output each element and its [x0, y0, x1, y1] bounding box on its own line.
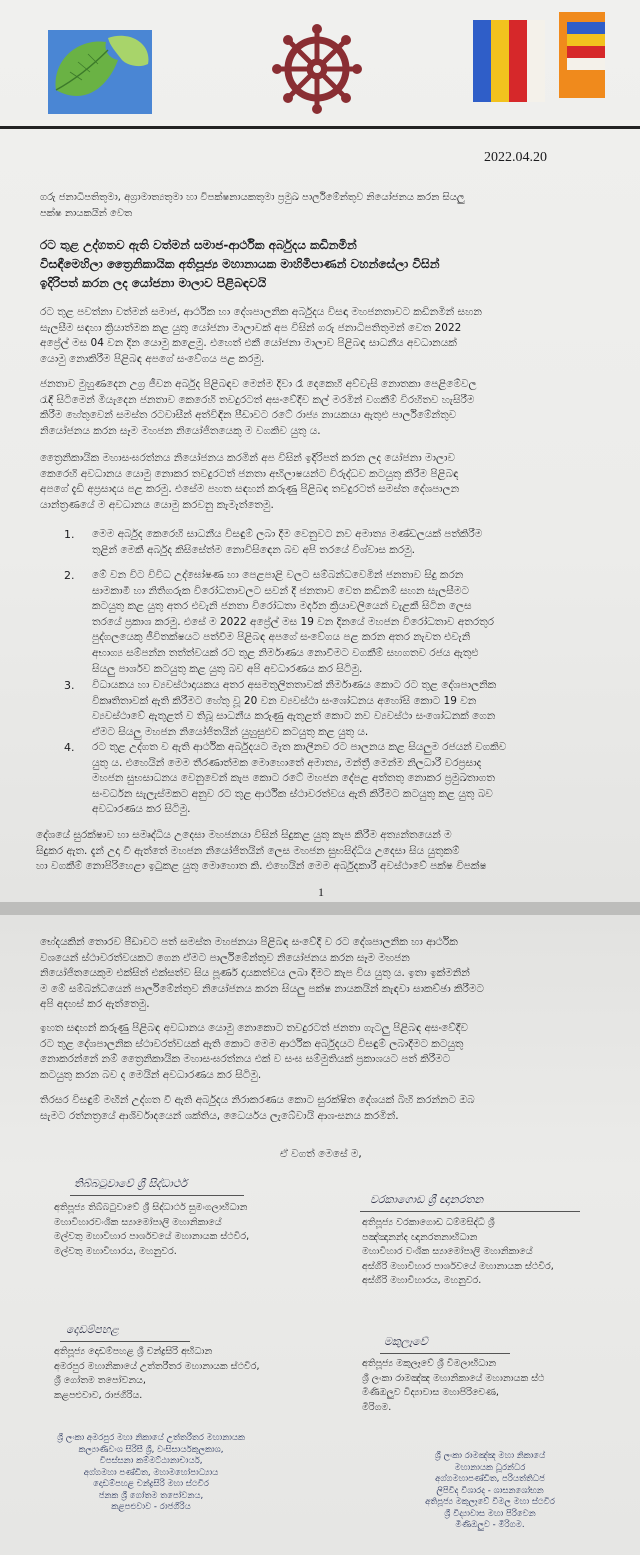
- page-number: 1: [318, 885, 324, 899]
- letterhead-rule: [0, 126, 640, 129]
- dharma-wheel-icon: [272, 24, 362, 114]
- point-number: 2.: [64, 569, 75, 582]
- addressee: ගරු ජනාධිපතිතුමා, අග්‍රාමාත්‍යතුමා හා විපක්ෂනායකතුමා ප්‍රමුඛ පාර්ලිමේන්තුව නියෝජනය කරන සියලු පක්ෂ නායකයින් වෙත: [40, 192, 465, 219]
- signature-line: [380, 1353, 510, 1354]
- point-number: 4.: [64, 741, 75, 754]
- point-text: රට තුළ උද්ගත ව ඇති ආර්ථික අර්බුදයට මැත කාලීනව රට පාලනය කළ සියලුම රජයන් වගකිව යුතු ය. එහෙයින් මෙම තීරණාත්මක මොහොතේ අමාත්‍ය, මන්ත්‍රී මෙන්ම නිලධාරී වරප්‍රසාද මහජන සුභසාධනය වෙනුවෙන් කැප කොට රටේ මහජන දේපළ අත්තතු නොකර ප්‍රමුඛතාගත සංවර්ධන සැලැස්මකට අනුව රට තුළ ආර්ථික ස්ථාවරත්වය ඇති කිරීමට කටයුතු කළ යුතු බව අවධාරණය කර සිටිමු.: [92, 741, 507, 816]
- point-text: මේ වන විට විවිධ උද්ඝෝෂණ හා පෙළපාළි වලට සම්බන්ධවෙමින් ජනතාව සිදු කරන සාමකාමී හා නිතිගරුක විරෝධතාවලට සවන් දී ජනතාව වෙත කඩිනම් සහන සැලසීමට කටයුතු කළ යුතු අතර එවැනි ජනතා විරෝධතා මර්දන ක්‍රියාවලියෙන් වැළකී සිටින ලෙස තරයේ ප්‍රකාශ කරමු. එසේ ම 2022 අප්‍රේල් මස 19 වන දිනයේ මහජන විරෝධතාව අතරතුර පුද්ගලයෙකු ජීවිතක්ෂයට පත්වීම පිළිබඳ අපගේ සංවේගය පළ කරන අතර නැවත එවැනි අභාග්‍ය සම්පන්න තත්ත්වයක් රට තුළ නිර්මාණය නොවීමට වගකීම් සහගතව රජය ඇතුළු සියලු පාර්ශව කටයුතු කළ යුතු බව අපි අවධාරණය කර සිටිමු.: [92, 569, 495, 675]
- closing-paragraph-3: තිරසර විසඳුම් මඟින් උද්ගත වී ඇති අර්බුදය නිරාකරණය කොට සුරක්ෂිත දේශයක් බිහි කරන්නට ඔබ සැමට රත්නත්‍රයේ ආශිර්වාදයෙන් ශක්තිය, ධෛර්යය ලැබේවායි ආශංසනය කරමින්.: [40, 1094, 475, 1122]
- point-text: මෙම අර්බුද කෙරෙහි සාධනීය විසඳුම් ලබා දීම වෙනුවට නව අමාත්‍ය මණ්ඩලයක් පත්කිරීම තුළින් මෙකී අර්බුද කිසිසේත්ම නොවිසිඳෙන බව අපි තරයේ විශ්වාස කරමු.: [92, 528, 483, 556]
- signatory-2: අතිපූජ්‍ය වරකාගොඩ ධම්මසිද්ධි ශ්‍රී පඤ්ඤානන්ද ඥානරතනාභිධාන මහාවිහාර වංශික ස්‍යාමෝපාලි මහානිකායේ අස්ගිරි මහාවිහාර පාර්ශවයේ මහානායක ස්ථවිර, අස්ගිරි මහාවිහාරය, මහනුවර.: [362, 1217, 554, 1286]
- signature-line: [60, 1341, 190, 1342]
- signatory-3: අතිපූජ්‍ය දොඩම්පහළ ශ්‍රී චන්ද්‍රසිරි අභිධාන අමරපුර මහානිකායේ උත්තරීතර මහානායක ස්ථවිර, ශ්‍රී ගෝතම තපෝවනය, කළපළුවාව, රාජගිරිය.: [54, 1346, 260, 1401]
- official-stamp-left: ශ්‍රී ලංකා අමරපුර මහා නිකායේ උත්තරීතර මහානායක කල්‍යාණිවංශ සිරිසී ශ්‍රී, වංසිසාර්යකුලකාශ, විපස්සනා කම්මට්ඨානාචාර්ය, අග්ගමහා පණ්ඩිත, මහාමහෝපාධ්‍යාය දොඩම්පහළ චන්ද්‍රසිරි මහා ස්ථවිර ජනක ශ්‍රී ගෝතම තපෝවනය, කළපළුවාව - රාජගිරිය: [57, 1433, 245, 1512]
- buddhist-flag-icon: [473, 12, 605, 102]
- signoff: ඒ වගත් මෙසේ ම,: [280, 1148, 362, 1160]
- point-number: 3.: [64, 679, 75, 692]
- continuation-paragraph: භේදයකින් තොරව පීඩාවට පත් සමස්ත මහජනයා පිළිබඳ සංවේදී ව රට දේශපාලනික හා ආර්ථික වශයෙන් ස්ථාවරත්වයකට ගෙන ඒමට පාර්ලිමේන්තුව නියෝජනය කරන සෑම මහජන නියෝජිතයෙකුම එක්සිත් එක්සත්ව සිය පූර්ණ දායකත්වය ලබා දීමට කැප විය යුතු ය. ඉතා ඉක්මනින් ම මේ සම්බන්ධයෙන් පාර්ලිමේන්තුව නියෝජනය කරන සියලු පක්ෂ නායකයින් කැඳවා සාකච්ඡා කිරීමට අපි අදහස් කර ඇත්තෙමු.: [40, 936, 484, 1011]
- signatory-4: අතිපූජ්‍ය මකුලෑවේ ශ්‍රී විමලාභිධාන ශ්‍රී ලංකා රාමඤ්ඤ මහානිකායේ මහානායක ස්ථ මිණිඔලුව විද්‍යාවාස මහාපිරිවෙණ, මීරිගම.: [362, 1358, 545, 1413]
- signature-handwriting: තිබ්බටුවාවේ ශ්‍රී සිද්ධාර්ථ: [74, 1177, 188, 1190]
- signature-handwriting: වරකාගොඩ ශ්‍රී ඥානරතන: [370, 1193, 484, 1206]
- signature-handwriting: මකුලෑවේ: [384, 1335, 428, 1348]
- point-number: 1.: [64, 528, 75, 541]
- intro-paragraph-1: රට තුළ පවත්නා වත්මන් සමාජ, ආර්ථික හා දේශපාලනික අර්බුදය විසඳා මහජනතාවට කඩිනමින් සහන සැලසීම සඳහා ක්‍රියාත්මක කළ යුතු යෝජනා මාලාවක් අප විසින් ගරු ජනාධිපතිතුමන් වෙත 2022 අප්‍රේල් මස 04 වන දින යොමු කළෙමු. එහෙත් එකී යෝජනා මාලාව පිළිබඳ සාධනීය අවධානයක් යොමු නොකිරීම පිළිබඳ අපගේ සංවේගය පළ කරමු.: [40, 306, 482, 365]
- official-stamp-right: ශ්‍රී ලංකා රාමඤ්ඤ මහා නිකායේ මහානායක ධූරන්ධර අග්ගමහාපණ්ඩිත, පරියත්තිධජ ලිපිවිද විශාරද - ශාසනශෝභන අතිපූජ්‍ය මකුලෑවේ විමල මහා ස්ථවිර ශ්‍රී විද්‍යාවාස මහා පිරිවෙන මිණිඔලුව - මීරිගම.: [425, 1451, 555, 1530]
- intro-paragraph-2: ජනතාව මුහුණදෙන උග්‍ර ජීවන අර්බුද පිළිබඳව මෙන්ම දිවා රෑ දෙකෙහි අව්වැසි නොතකා පෙළිමේවල රැඳී සිටිමෙන් මියැදෙන ජනතාව කෙරෙහි තවදුරටත් අසංවේදීව කල් මරමින් වගකීම් විරහිතව හැසිරීම කිරීම හේතුවෙන් සමස්ත රටවාසීන් අත්විඳින පීඩාවට රටේ රාජ්‍ය නායකයා ඇතුළු පාර්ලිමේන්තුව නියෝජනය කරන සෑම මහජන නියෝජිතයෙකු ම වගකිව යුතු ය.: [40, 378, 477, 437]
- letter-subject: රට තුළ උද්ගතව ඇති වත්මන් සමාජ-ආර්ථික අර්බුදය කඩිනමින් විසඳීමෙහිලා ත්‍රෛනිකායික අතිපූජ්‍ය මහානායක මාහිමිපාණන් වහන්සේලා විසින් ඉදිරිපත් කරන ලද යෝජනා මාලාව පිළිබඳවයි: [40, 238, 440, 290]
- closing-paragraph-2: ඉහත සඳහන් කරුණු පිළිබඳ අවධානය යොමු නොකොට තවදුරටත් ජනතා ගැටලු පිළිබඳ අසංවේදීව රට තුළ දේශපාලනික ස්ථාවරත්වයක් ඇති කොට මෙම ආර්ථික අර්බුදයට විසඳුම් ලබාදීමට කටයුතු නොකරන්නේ නම් ත්‍රෛනිකායික මහාසංඝරත්නය එක් ව සංඝ සම්මුතියක් ප්‍රකාශයට පත් කිරීමට කටයුතු කරන බව ද මෙයින් අවධාරණය කර සිටිමු.: [40, 1022, 469, 1081]
- letter-date: 2022.04.20: [484, 150, 547, 165]
- page-gap: [0, 902, 640, 915]
- closing-paragraph-1: දේශයේ සුරක්ෂාව හා සමෘද්ධිය උදෙසා මහජනයා විසින් සිදුකළ යුතු කැප කිරීම අත්‍යන්තයෙන් ම සිදුකර ඇත. දැන් උදා වී ඇත්තේ මහජන නියෝජිතයින් ලෙස මහජන සුභසිද්ධිය උදෙසා සිය යුතුකම් හා වගකීම් නොපිරිහෙළා ඉටුකළ යුතු මොහොත කි. එහෙයින් මෙම අර්බුදකාරී අවස්ථාවේ පක්ෂ විපක්ෂ: [36, 829, 487, 873]
- bodhi-leaf-icon: [48, 30, 152, 114]
- signatory-1: අතිපූජ්‍ය තිබ්බටුවාවේ ශ්‍රී සිද්ධාර්ථ සුමංගලාභිධාන මහාවිහාරවංශික ස්‍යාමෝපාලි මහානිකායේ මල්වතු මහාවිහාර පාර්ශවයේ මහානායක ස්ථවිර, මල්වතු මහාවිහාරය, මහනුවර.: [54, 1202, 250, 1257]
- signature-line: [70, 1195, 244, 1196]
- signature-handwriting: දොඩම්පහළ: [66, 1323, 119, 1336]
- signature-line: [360, 1211, 580, 1212]
- intro-paragraph-3: ත්‍රෛනිකායික මහාසංඝරත්නය නියෝජනය කරමින් අප විසින් ඉදිරිපත් කරන ලද යෝජනා මාලාව කෙරෙහි අවධානය යොමු නොකර තවදුරටත් ජනතා අභිලාෂයන්ට විරුද්ධව කටයුතු කිරීම පිළිබඳ අපගේ දැඩි අප්‍රසාදය පළ කරමු. එසේම පහත සඳහන් කරුණු පිළිබඳ තවදුරටත් සමස්ත දේශපාලන යාන්ත්‍රණයේ ම අවධානය යොමු කරවනු කැමැත්තෙමු.: [40, 452, 460, 511]
- point-text: විධායකය හා ව්‍යවස්ථාදායකය අතර අසමතුලිතතාවක් නිර්මාණය කොට රට තුළ දේශපාලනික විකෘතිතාවක් ඇති කිරීමට හේතු වූ 20 වන ව්‍යවස්ථා සංශෝධනය අහෝසි කොට 19 වන ව්‍යවස්ථාවේ ඇතුළත් ව තිබූ සාධනීය කරුණු ඇතුළත් කොට නව ව්‍යවස්ථා සංශෝධනක් ගෙන ඒමට සියලු මහජන නියෝජිතයින් යුහුසුළුව කටයුතු කළ යුතු ය.: [92, 679, 497, 738]
- letter-page-2: [0, 915, 640, 1555]
